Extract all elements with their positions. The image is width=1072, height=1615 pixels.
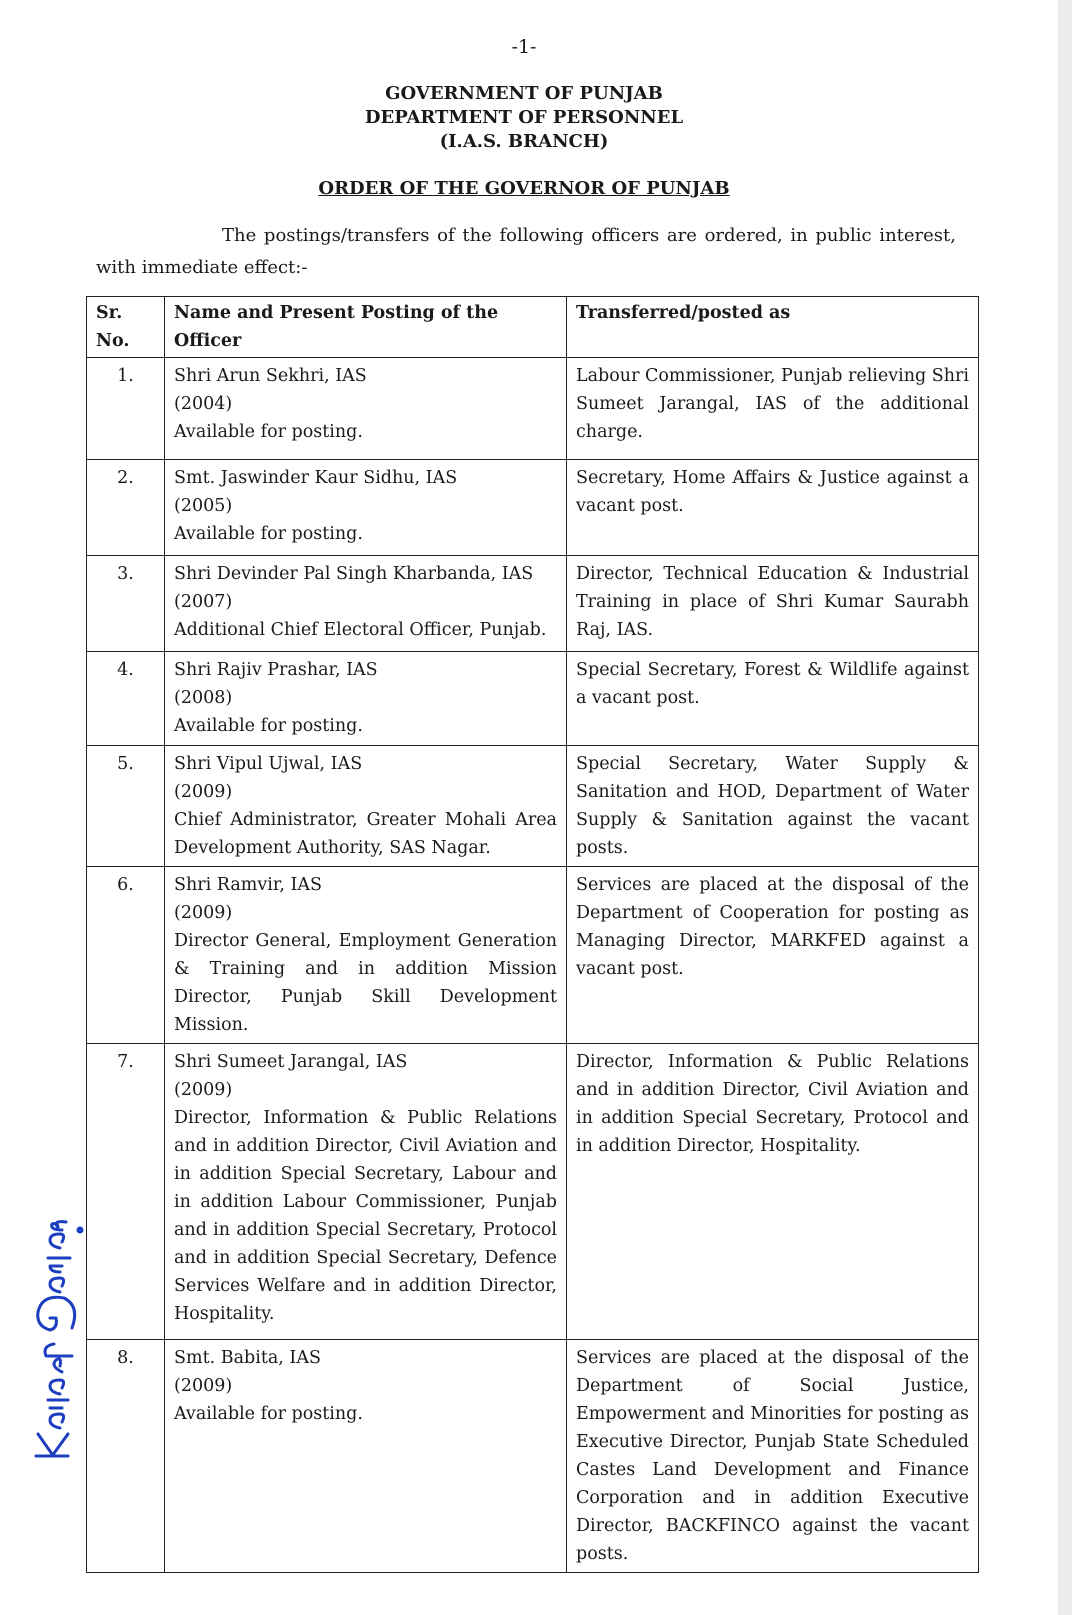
table-row	[87, 652, 979, 746]
document-header	[0, 82, 1048, 154]
officer-batch-year: (2009)	[174, 903, 233, 923]
transferred-posted-as: Labour Commissioner, Punjab relieving Shri Sumeet Jarangal, IAS of the additional charge.	[567, 358, 979, 460]
row-sr-no: 7.	[87, 1044, 165, 1340]
transferred-posted-as: Services are placed at the disposal of the Department of Social Justice, Empowerment and Minorities for posting as Executive Director, Punjab State Scheduled Castes Land Development and Finance Corporation and in addition Executive Director, BACKFINCO against the vacant posts.	[567, 1340, 979, 1573]
table-row	[87, 556, 979, 652]
header-branch: (I.A.S. BRANCH)	[439, 131, 609, 152]
officer-name: Shri Rajiv Prashar, IAS	[174, 660, 378, 680]
transferred-posted-as: Special Secretary, Water Supply & Sanitation and HOD, Department of Water Supply & Sanitation against the vacant posts.	[567, 746, 979, 867]
officer-present-posting: Director General, Employment Generation & Training and in addition Mission Director, Punjab Skill Development Mission.	[174, 931, 557, 1035]
signature	[10, 1220, 90, 1460]
officer-batch-year: (2007)	[174, 592, 233, 612]
officer-present-posting: Additional Chief Electoral Officer, Punjab.	[174, 620, 547, 640]
page-number: -1-	[511, 36, 537, 58]
officer-batch-year: (2009)	[174, 1376, 233, 1396]
header-sr-no: Sr. No.	[87, 297, 165, 358]
officer-name: Shri Devinder Pal Singh Kharbanda, IAS	[174, 564, 534, 584]
officer-cell	[165, 556, 567, 652]
order-title: ORDER OF THE GOVERNOR OF PUNJAB	[318, 178, 730, 199]
officer-cell	[165, 460, 567, 556]
officer-batch-year: (2004)	[174, 394, 233, 414]
transferred-posted-as: Special Secretary, Forest & Wildlife against a vacant post.	[567, 652, 979, 746]
officer-batch-year: (2009)	[174, 1080, 233, 1100]
header-transferred-posted: Transferred/posted as	[567, 297, 979, 358]
table-row	[87, 1044, 979, 1340]
officer-cell	[165, 1044, 567, 1340]
intro-paragraph: The postings/transfers of the following officers are ordered, in public interest, with immediate effect:-	[96, 225, 956, 278]
header-name-present-posting: Name and Present Posting of the Officer	[165, 297, 567, 358]
row-sr-no: 3.	[87, 556, 165, 652]
officer-cell	[165, 652, 567, 746]
table-header-row	[87, 297, 979, 358]
row-sr-no: 2.	[87, 460, 165, 556]
row-sr-no: 1.	[87, 358, 165, 460]
officer-present-posting: Available for posting.	[174, 716, 363, 736]
header-department: DEPARTMENT OF PERSONNEL	[364, 107, 684, 128]
table-row	[87, 358, 979, 460]
officer-name: Shri Vipul Ujwal, IAS	[174, 754, 363, 774]
officer-cell	[165, 358, 567, 460]
officer-name: Shri Sumeet Jarangal, IAS	[174, 1052, 408, 1072]
officer-name: Smt. Jaswinder Kaur Sidhu, IAS	[174, 468, 458, 488]
officer-batch-year: (2008)	[174, 688, 233, 708]
row-sr-no: 8.	[87, 1340, 165, 1573]
row-sr-no: 6.	[87, 867, 165, 1044]
officer-cell	[165, 867, 567, 1044]
officer-present-posting: Available for posting.	[174, 524, 363, 544]
officer-name: Shri Ramvir, IAS	[174, 875, 322, 895]
transferred-posted-as: Director, Technical Education & Industrial Training in place of Shri Kumar Saurabh Raj, IAS.	[567, 556, 979, 652]
officer-batch-year: (2009)	[174, 782, 233, 802]
officer-name: Smt. Babita, IAS	[174, 1348, 321, 1368]
officer-cell	[165, 1340, 567, 1573]
officer-cell	[165, 746, 567, 867]
table-row	[87, 1340, 979, 1573]
table-row	[87, 746, 979, 867]
officer-present-posting: Chief Administrator, Greater Mohali Area Development Authority, SAS Nagar.	[174, 810, 557, 858]
officer-present-posting: Available for posting.	[174, 1404, 363, 1424]
officer-name: Shri Arun Sekhri, IAS	[174, 366, 367, 386]
officer-batch-year: (2005)	[174, 496, 233, 516]
header-government: GOVERNMENT OF PUNJAB	[385, 83, 663, 104]
officer-present-posting: Director, Information & Public Relations and in addition Director, Civil Aviation and in addition Special Secretary, Labour and in addition Labour Commissioner, Punjab and in addition Special Secretary, Protocol and in addition Special Secretary, Defence Services Welfare and in addition Director, Hospitality.	[174, 1108, 557, 1324]
table-row	[87, 460, 979, 556]
postings-table	[86, 296, 979, 1573]
table-row	[87, 867, 979, 1044]
row-sr-no: 4.	[87, 652, 165, 746]
transferred-posted-as: Director, Information & Public Relations and in addition Director, Civil Aviation and in addition Special Secretary, Protocol and in addition Director, Hospitality.	[567, 1044, 979, 1340]
officer-present-posting: Available for posting.	[174, 422, 363, 442]
row-sr-no: 5.	[87, 746, 165, 867]
transferred-posted-as: Services are placed at the disposal of the Department of Cooperation for posting as Managing Director, MARKFED against a vacant post.	[567, 867, 979, 1044]
transferred-posted-as: Secretary, Home Affairs & Justice against a vacant post.	[567, 460, 979, 556]
